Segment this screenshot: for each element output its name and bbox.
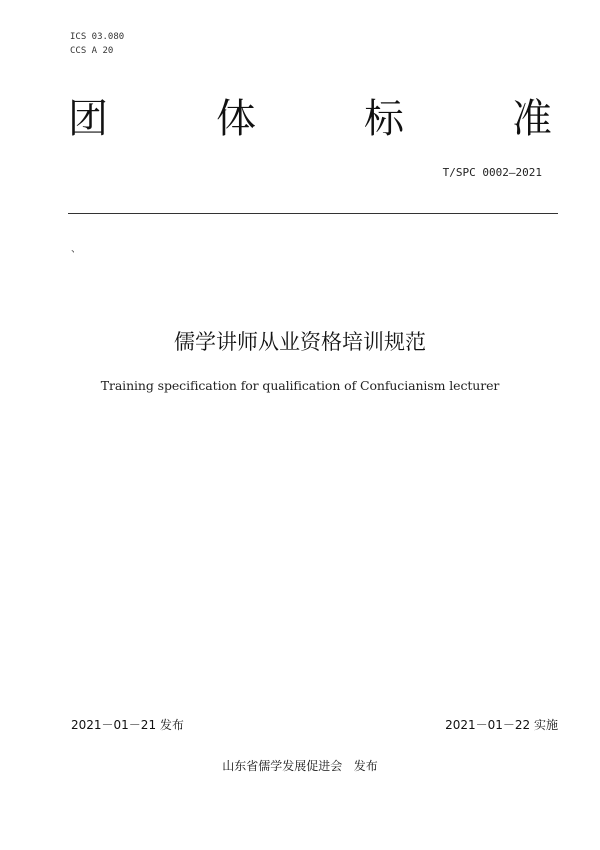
heading-char-3: 标 [364, 96, 404, 142]
document-type-heading [68, 94, 552, 144]
issuer-name: 山东省儒学发展促进会 [222, 759, 343, 773]
issuer-action: 发布 [353, 759, 378, 773]
ccs-code: CCS A 20 [70, 46, 114, 56]
document-title-chinese: 儒学讲师从业资格培训规范 [174, 330, 426, 354]
header-divider [68, 213, 558, 214]
issuing-organization [0, 757, 600, 774]
release-date: 2021－01－21 发布 [71, 718, 184, 732]
implementation-date: 2021－01－22 实施 [445, 718, 558, 732]
document-title-english: Training specification for qualification of Confucianism lecturer [100, 378, 500, 393]
standard-number: T/SPC 0002—2021 [442, 166, 542, 179]
heading-char-4: 准 [512, 96, 552, 142]
ics-code: ICS 03.080 [70, 32, 125, 42]
heading-char-2: 体 [216, 96, 256, 142]
heading-char-1: 团 [68, 96, 108, 142]
classification-codes [70, 30, 124, 58]
stray-mark: 、 [71, 244, 81, 255]
